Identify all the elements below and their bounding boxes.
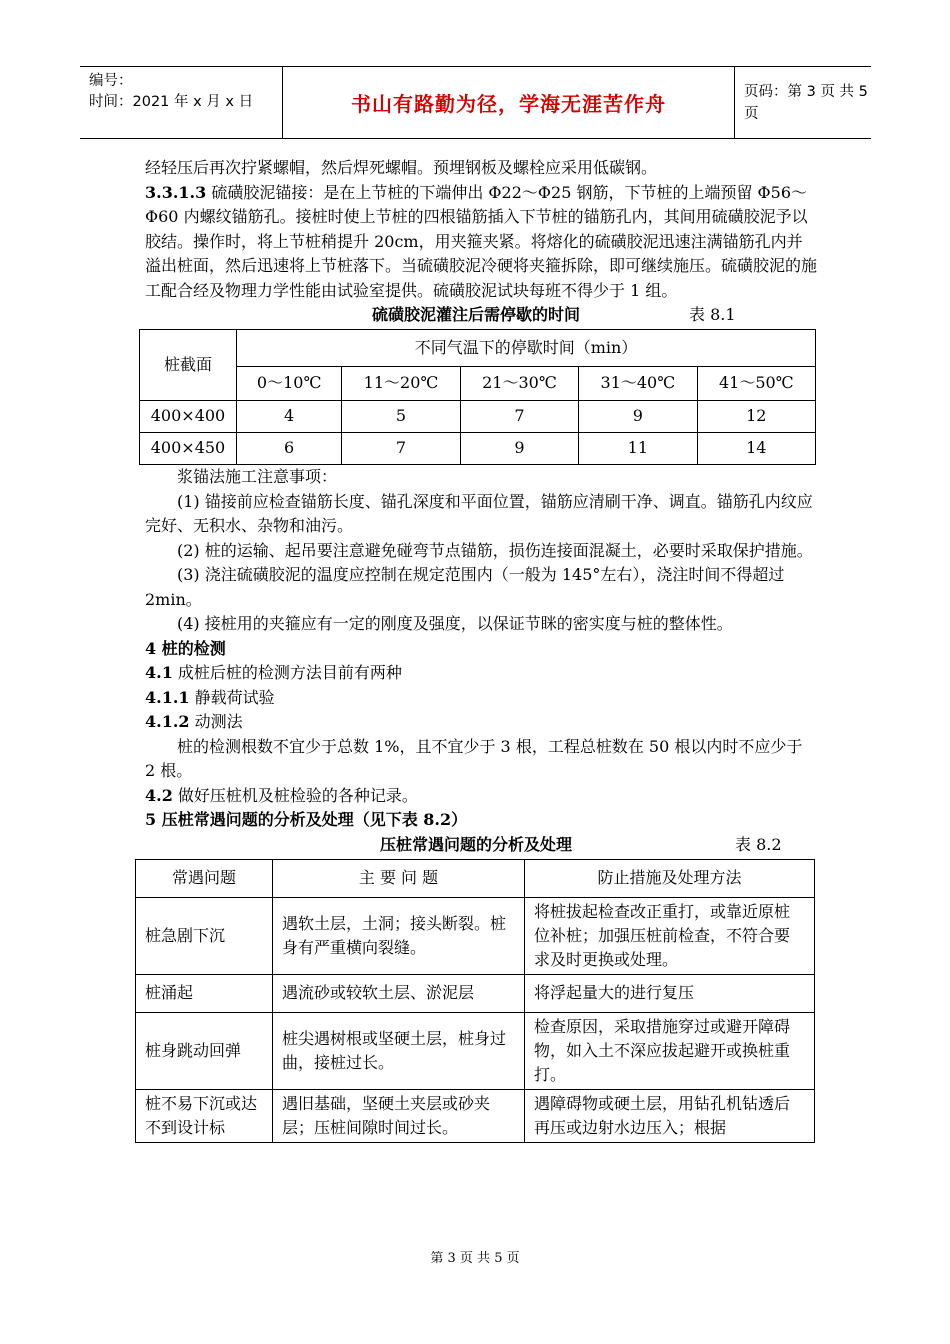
header-motto-cell: [282, 67, 735, 138]
table-cell: 将浮起量大的进行复压: [525, 974, 815, 1012]
table1-group-header: 不同气温下的停歇时间（min）: [237, 330, 816, 367]
number-label: 编号：: [89, 73, 133, 89]
table-cell: 11: [579, 433, 697, 465]
table-row: [136, 1089, 815, 1142]
section-text: 硫磺胶泥锚接：是在上节桩的下端伸出 Φ22～Φ25 钢筋，下节桩的上端预留 Φ56～Φ60 内螺纹锚筋孔。接桩时使上节桩的四根锚筋插入下节桩的锚筋孔内，其间用硫磺胶泥予以胶结。操作时，将上节桩稍提升 20cm，用夹箍夹紧。将熔化的硫磺胶泥迅速注满锚筋孔内并溢出桩面，然后迅速将上节桩落下。当硫磺胶泥冷硬将夹箍拆除，即可继续施压。硫磺胶泥的施工配合经及物理力学性能由试验室提供。硫磺胶泥试块每班不得少于 1 组。: [145, 182, 818, 300]
motto: 书山有路勤为径，学海无涯苦作舟: [351, 92, 666, 116]
table-cell: 6: [237, 433, 342, 465]
table2-number: 表 8.2: [735, 834, 782, 854]
table-cell: 14: [697, 433, 815, 465]
section-5-heading: [145, 808, 817, 833]
header-info-cell: [80, 67, 282, 138]
table-cell: 400×400: [140, 401, 237, 433]
table-cell: 12: [697, 401, 815, 433]
section-4-1-2: [145, 710, 817, 735]
table-header: 主 要 问 题: [273, 859, 525, 897]
table-row: [140, 401, 816, 433]
section-number: 4.1.2: [145, 712, 190, 731]
notes-title: 浆锚法施工注意事项：: [177, 467, 338, 486]
document-body: [145, 156, 817, 1143]
table-cell: 桩急剧下沉: [136, 897, 273, 974]
section-3-3-1-3: [145, 181, 817, 304]
section-text: 静载荷试验: [189, 687, 275, 707]
table-row: [140, 330, 816, 367]
page-label: 页码：第 3 页 共 5 页: [744, 83, 868, 122]
section-4-1-1: [145, 686, 817, 711]
section-4-heading: [145, 637, 817, 662]
table-cell: 桩尖遇树根或坚硬土层，桩身过曲，接桩过长。: [273, 1012, 525, 1089]
table-cell: 7: [342, 433, 460, 465]
temp-header: 11～20℃: [342, 367, 460, 401]
temp-header: 0～10℃: [237, 367, 342, 401]
table1-row-header: 桩截面: [140, 330, 237, 401]
table2-title: 压桩常遇问题的分析及处理: [379, 834, 572, 854]
table-cell: 遇流砂或较软土层、淤泥层: [273, 974, 525, 1012]
table-cell: 9: [460, 433, 578, 465]
table-cell: 检查原因，采取措施穿过或避开障碍物，如入土不深应拔起避开或换桩重打。: [525, 1012, 815, 1089]
table-cell: 5: [342, 401, 460, 433]
table-cell: 遇障碍物或硬土层，用钻孔机钻透后再压或边射水边压入；根据: [525, 1089, 815, 1142]
section-number: 4.2: [145, 785, 173, 805]
temp-header: 21～30℃: [460, 367, 578, 401]
table-header: 常遇问题: [136, 859, 273, 897]
table-row: [136, 859, 815, 897]
body-line1: 经轻压后再次拧紧螺帽，然后焊死螺帽。预埋钢板及螺栓应采用低碳钢。: [145, 158, 658, 177]
section-text: 做好压桩机及桩检验的各种记录。: [172, 785, 418, 805]
temp-header: 41～50℃: [697, 367, 815, 401]
table-row: [136, 897, 815, 974]
section-number: 4.1.1: [145, 687, 190, 707]
page-footer: 第 3 页 共 5 页: [430, 1251, 520, 1266]
table-row: [136, 974, 815, 1012]
heading-text: 4 桩的检测: [145, 638, 226, 658]
table-cell: 桩身跳动回弹: [136, 1012, 273, 1089]
date-label: 时间：2021 年 x 月 x 日: [89, 94, 254, 110]
table-cell: 将桩拔起检查改正重打，或靠近原桩位补桩；加强压桩前检查，不符合要求及时更换或处理。: [525, 897, 815, 974]
table2-caption: [145, 833, 817, 859]
table1-caption: [145, 303, 817, 329]
section-4-1: [145, 661, 817, 686]
section-4-para: 桩的检测根数不宜少于总数 1%，且不宜少于 3 根，工程总桩数在 50 根以内时不应少于 2 根。: [145, 736, 803, 780]
note-4: (4) 接桩用的夹箍应有一定的刚度及强度，以保证节眯的密实度与桩的整体性。: [177, 614, 733, 633]
table1-number: 表 8.1: [689, 305, 736, 324]
note-2: (2) 桩的运输、起吊要注意避免碰弯节点锚筋，损伤连接面混凝土，必要时采取保护措施。: [177, 540, 813, 560]
table-row: [140, 433, 816, 465]
table-cell: 9: [579, 401, 697, 433]
table2: [135, 859, 815, 1143]
section-number: 4.1: [145, 663, 173, 682]
table-cell: 遇软土层，土洞；接头断裂。桩身有严重横向裂缝。: [273, 897, 525, 974]
table-cell: 400×450: [140, 433, 237, 465]
heading-text: 5 压桩常遇问题的分析及处理（见下表 8.2）: [145, 810, 468, 829]
temp-header: 31～40℃: [579, 367, 697, 401]
table-header: 防止措施及处理方法: [525, 859, 815, 897]
note-3: (3) 浇注硫磺胶泥的温度应控制在规定范围内（一般为 145°左右），浇注时间不得超过 2min。: [145, 565, 785, 609]
table-cell: 遇旧基础，坚硬土夹层或砂夹层；压桩间隙时间过长。: [273, 1089, 525, 1142]
table1-title: 硫磺胶泥灌注后需停歇的时间: [371, 305, 580, 324]
section-number: 3.3.1.3: [145, 182, 207, 202]
table-row: [140, 367, 816, 401]
section-4-2: [145, 784, 817, 809]
table-cell: 7: [460, 401, 578, 433]
section-text: 成桩后桩的检测方法目前有两种: [172, 663, 402, 682]
header-page-cell: [734, 67, 871, 138]
table1: [139, 329, 816, 465]
note-1: (1) 锚接前应检查锚筋长度、锚孔深度和平面位置，锚筋应清刷干净、调直。锚筋孔内纹应完好、无积水、杂物和油污。: [145, 491, 813, 535]
section-text: 动测法: [189, 712, 243, 731]
table-cell: 4: [237, 401, 342, 433]
table-cell: 桩不易下沉或达不到设计标: [136, 1089, 273, 1142]
page-header: [80, 66, 871, 139]
table-row: [136, 1012, 815, 1089]
table-cell: 桩涌起: [136, 974, 273, 1012]
